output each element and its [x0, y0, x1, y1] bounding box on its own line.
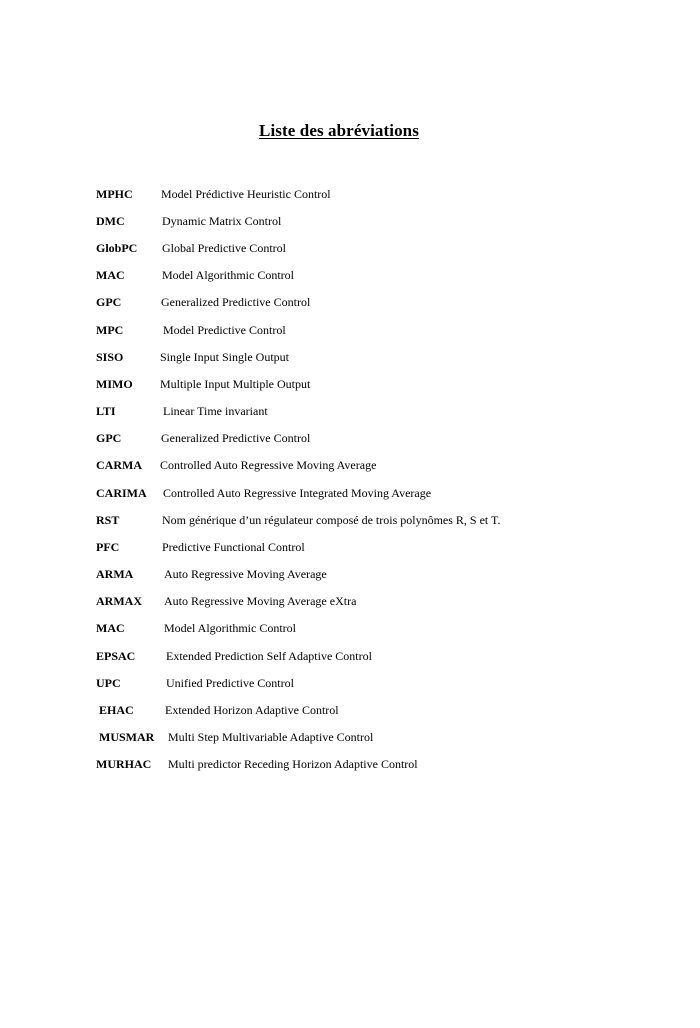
abbreviation-term: MUSMAR — [99, 730, 155, 744]
abbreviation-term: MAC — [96, 268, 125, 282]
abbreviation-term: EHAC — [99, 703, 134, 717]
abbreviation-term: GlobPC — [96, 241, 138, 255]
abbreviation-definition: Auto Regressive Moving Average eXtra — [164, 594, 357, 608]
abbreviation-definition: Model Prédictive Heuristic Control — [161, 187, 331, 201]
abbreviation-definition: Model Predictive Control — [163, 323, 286, 337]
abbreviation-definition: Extended Horizon Adaptive Control — [165, 703, 339, 717]
abbreviation-term: CARIMA — [96, 486, 147, 500]
page-title: Liste des abréviations — [259, 121, 419, 140]
abbreviation-definition: Nom générique d’un régulateur composé de trois polynômes R, S et T. — [162, 513, 501, 527]
abbreviation-definition: Generalized Predictive Control — [161, 431, 311, 445]
abbreviation-definition: Single Input Single Output — [160, 350, 289, 364]
abbreviation-definition: Auto Regressive Moving Average — [164, 567, 327, 581]
abbreviation-definition: Extended Prediction Self Adaptive Control — [166, 649, 372, 663]
abbreviation-term: SISO — [96, 350, 124, 364]
abbreviation-definition: Global Predictive Control — [162, 241, 286, 255]
abbreviation-definition: Dynamic Matrix Control — [162, 214, 282, 228]
abbreviation-term: CARMA — [96, 458, 142, 472]
abbreviation-term: ARMA — [96, 567, 134, 581]
abbreviation-definition: Linear Time invariant — [163, 404, 268, 418]
abbreviation-term: ARMAX — [96, 594, 142, 608]
abbreviation-definition: Multiple Input Multiple Output — [160, 377, 311, 391]
abbreviation-term: MIMO — [96, 377, 133, 391]
abbreviation-term: GPC — [96, 295, 122, 309]
abbreviation-definition: Controlled Auto Regressive Moving Average — [160, 458, 377, 472]
abbreviation-term: EPSAC — [96, 649, 136, 663]
abbreviation-definition: Controlled Auto Regressive Integrated Moving Average — [163, 486, 432, 500]
abbreviation-term: MPC — [96, 323, 124, 337]
abbreviation-term: DMC — [96, 214, 125, 228]
abbreviation-term: PFC — [96, 540, 120, 554]
abbreviation-definition: Predictive Functional Control — [162, 540, 305, 554]
abbreviation-definition: Multi predictor Receding Horizon Adaptive Control — [168, 757, 418, 771]
abbreviation-term: UPC — [96, 676, 121, 690]
abbreviation-term: MPHC — [96, 187, 133, 201]
abbreviation-term: RST — [96, 513, 120, 527]
abbreviation-term: LTI — [96, 404, 116, 418]
abbreviation-definition: Model Algorithmic Control — [162, 268, 294, 282]
abbreviation-term: GPC — [96, 431, 122, 445]
abbreviation-definition: Unified Predictive Control — [166, 676, 294, 690]
abbreviation-definition: Model Algorithmic Control — [164, 621, 296, 635]
abbreviation-term: MURHAC — [96, 757, 152, 771]
abbreviation-definition: Multi Step Multivariable Adaptive Control — [168, 730, 374, 744]
abbreviation-definition: Generalized Predictive Control — [161, 295, 311, 309]
abbreviation-term: MAC — [96, 621, 125, 635]
